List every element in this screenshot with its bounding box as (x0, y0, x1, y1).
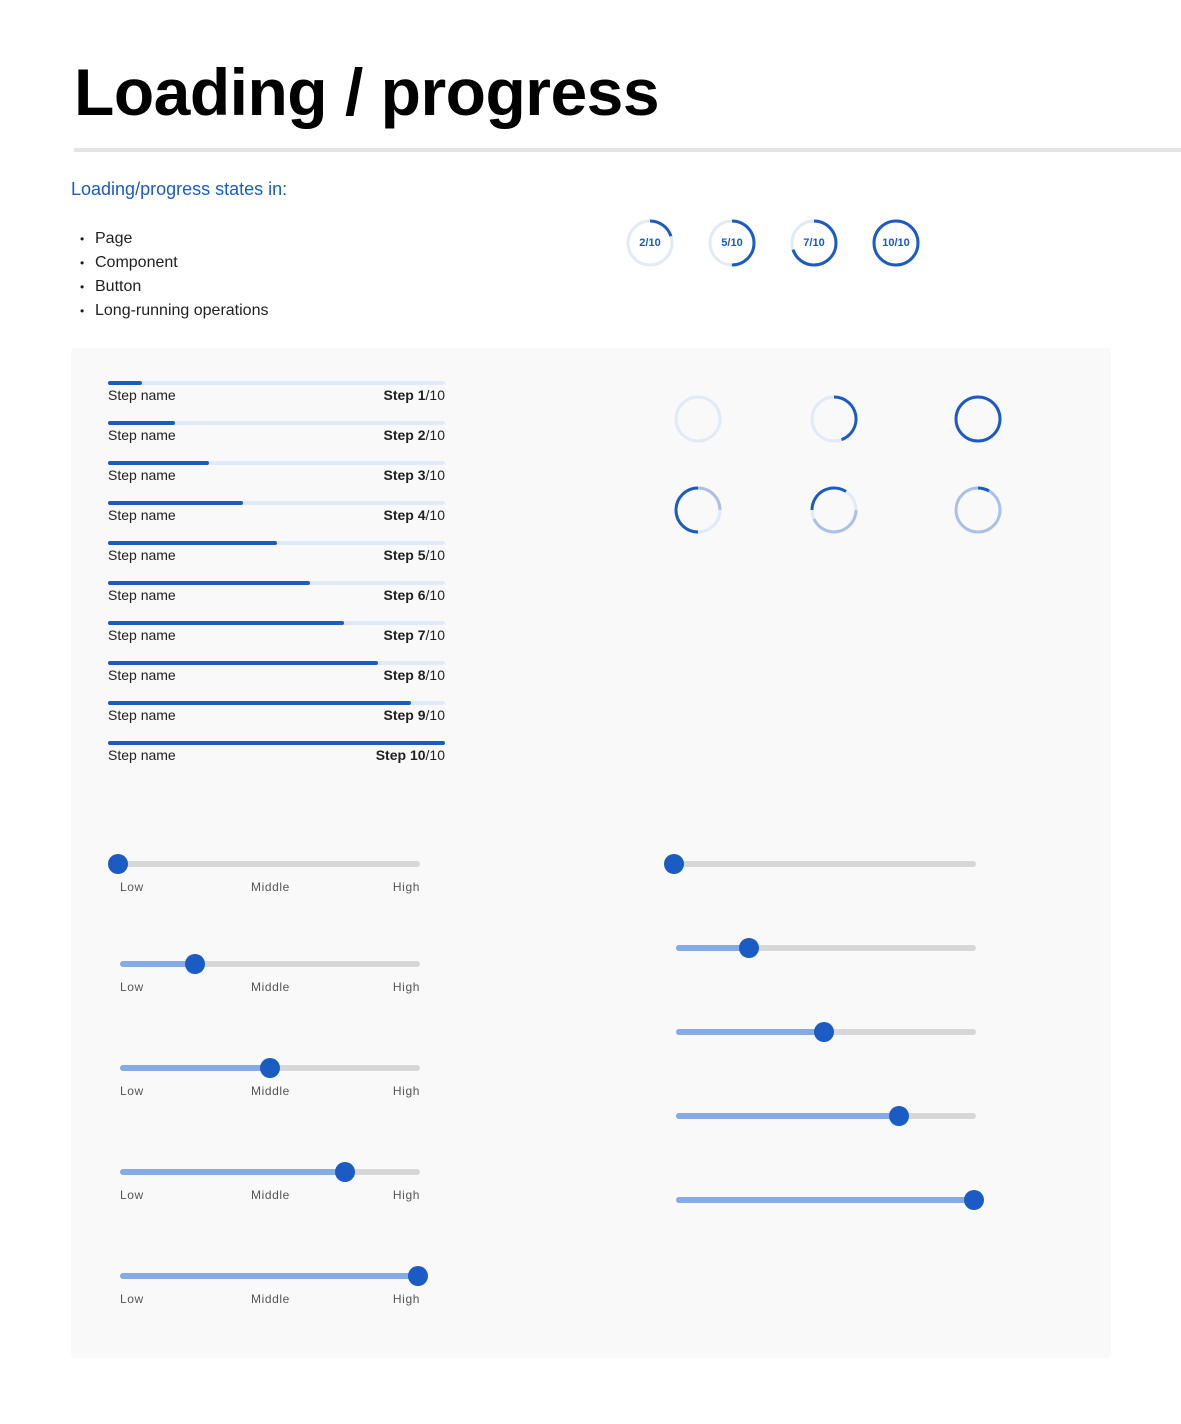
step-count-total: /10 (425, 627, 445, 643)
step-progress-5 (108, 541, 445, 567)
progress-ring-7-of-10 (789, 218, 839, 268)
slider-track[interactable] (120, 861, 420, 867)
slider-label-low: Low (120, 1292, 144, 1306)
progress-ring-label: 7/10 (803, 237, 825, 249)
step-progress-fill (108, 701, 411, 705)
slider-label-low: Low (120, 880, 144, 894)
step-name: Step name (108, 547, 176, 563)
step-progress-fill (108, 621, 344, 625)
step-name: Step name (108, 707, 176, 723)
slider-fill (120, 1169, 345, 1175)
slider-label-low: Low (120, 1084, 144, 1098)
slider-fill (676, 1029, 826, 1035)
slider-label-high: High (392, 1188, 420, 1202)
page-title: Loading / progress (74, 55, 660, 129)
slider-handle[interactable] (889, 1106, 909, 1126)
slider-label-high: High (392, 1292, 420, 1306)
spinner-indeterminate-icon (672, 484, 724, 536)
bullet-icon: • (80, 256, 85, 270)
bullet-item (80, 275, 268, 299)
progress-ring-5-of-10 (707, 218, 757, 268)
step-name: Step name (108, 467, 176, 483)
step-count-number: 7 (417, 627, 426, 643)
step-progress-2 (108, 421, 445, 447)
slider-label-low: Low (120, 1188, 144, 1202)
slider-handle[interactable] (108, 854, 128, 874)
slider-handle[interactable] (335, 1162, 355, 1182)
slider-handle[interactable] (739, 938, 759, 958)
step-count-number: 4 (417, 507, 426, 523)
step-name: Step name (108, 507, 176, 523)
step-count (384, 427, 446, 444)
range-slider[interactable] (676, 1021, 976, 1061)
step-count-total: /10 (425, 387, 445, 403)
spinner-indeterminate-icon (808, 484, 860, 536)
step-count-number: 6 (417, 587, 426, 603)
range-slider[interactable] (676, 1105, 976, 1145)
step-progress-3 (108, 461, 445, 487)
step-count-current: Step (383, 667, 414, 683)
slider-label-high: High (392, 1084, 420, 1098)
step-progress-fill (108, 541, 277, 545)
step-progress-fill (108, 661, 378, 665)
bullet-item (80, 227, 268, 251)
step-count (376, 747, 445, 764)
step-count-current: Step (383, 707, 414, 723)
step-count (384, 507, 446, 524)
bullet-icon: • (80, 280, 85, 294)
slider-handle[interactable] (964, 1190, 984, 1210)
range-slider-labeled[interactable] (120, 1265, 420, 1305)
slider-fill (120, 1273, 420, 1279)
slider-track[interactable] (676, 861, 976, 867)
slider-handle[interactable] (185, 954, 205, 974)
step-progress-fill (108, 741, 445, 745)
spinner-complete-icon (952, 393, 1004, 445)
slider-fill (120, 1065, 270, 1071)
slider-handle[interactable] (260, 1058, 280, 1078)
step-progress-fill (108, 381, 142, 385)
step-name: Step name (108, 427, 176, 443)
step-count-current: Step (375, 747, 407, 763)
step-progress-6 (108, 581, 445, 607)
step-count (384, 547, 446, 564)
step-count-total: /10 (425, 547, 445, 563)
slider-fill (120, 961, 195, 967)
bullet-icon: • (80, 232, 85, 246)
step-name: Step name (108, 627, 176, 643)
bullet-text: Button (95, 278, 142, 295)
step-count-current: Step (383, 627, 414, 643)
step-name: Step name (108, 387, 176, 403)
step-count-total: /10 (425, 587, 445, 603)
range-slider[interactable] (676, 1189, 976, 1229)
step-count-number: 10 (409, 747, 426, 763)
progress-ring-label: 5/10 (721, 237, 743, 249)
bullet-list (80, 227, 268, 323)
step-count (384, 707, 446, 724)
step-count-total: /10 (425, 507, 445, 523)
spinner-indeterminate-icon (952, 484, 1004, 536)
step-count-number: 3 (417, 467, 426, 483)
step-count-total: /10 (425, 667, 445, 683)
step-count-total: /10 (425, 427, 445, 443)
step-name: Step name (108, 667, 176, 683)
step-count-number: 5 (417, 547, 426, 563)
spinner-empty-icon (672, 393, 724, 445)
bullet-text: Long-running operations (95, 302, 269, 319)
bullet-item (80, 299, 268, 323)
range-slider[interactable] (676, 937, 976, 977)
range-slider-labeled[interactable] (120, 853, 420, 893)
step-count-number: 8 (417, 667, 426, 683)
slider-fill (676, 1113, 901, 1119)
step-progress-9 (108, 701, 445, 727)
step-progress-fill (108, 461, 209, 465)
progress-ring-label: 10/10 (882, 237, 910, 249)
progress-ring-2-of-10 (625, 218, 675, 268)
step-count-total: /10 (425, 467, 445, 483)
step-count-current: Step (383, 387, 414, 403)
step-count (384, 627, 446, 644)
slider-label-low: Low (120, 980, 144, 994)
step-count-number: 1 (417, 387, 426, 403)
slider-handle[interactable] (664, 854, 684, 874)
step-progress-8 (108, 661, 445, 687)
step-progress-fill (108, 421, 175, 425)
step-count-total: /10 (425, 707, 445, 723)
slider-label-middle: Middle (251, 1084, 290, 1098)
step-progress-10 (108, 741, 445, 767)
step-count-current: Step (383, 467, 414, 483)
step-progress-fill (108, 501, 243, 505)
bullet-text: Component (95, 254, 178, 271)
range-slider-labeled[interactable] (120, 1161, 420, 1201)
slider-handle[interactable] (814, 1022, 834, 1042)
step-progress-4 (108, 501, 445, 527)
slider-label-middle: Middle (251, 980, 290, 994)
step-count-current: Step (383, 547, 414, 563)
step-count-number: 2 (417, 427, 426, 443)
range-slider-labeled[interactable] (120, 1057, 420, 1097)
step-count (384, 587, 446, 604)
step-count (384, 387, 446, 404)
bullet-text: Page (95, 230, 133, 247)
step-progress-1 (108, 381, 445, 407)
range-slider[interactable] (676, 853, 976, 893)
step-count-current: Step (383, 427, 414, 443)
step-count-number: 9 (417, 707, 426, 723)
step-name: Step name (108, 587, 176, 603)
progress-ring-10-of-10 (871, 218, 921, 268)
range-slider-labeled[interactable] (120, 953, 420, 993)
step-count-current: Step (383, 587, 414, 603)
slider-label-middle: Middle (251, 1188, 290, 1202)
step-progress-7 (108, 621, 445, 647)
slider-label-high: High (392, 880, 420, 894)
slider-fill (676, 1197, 976, 1203)
step-progress-fill (108, 581, 310, 585)
slider-label-high: High (392, 980, 420, 994)
slider-handle[interactable] (408, 1266, 428, 1286)
section-subtitle: Loading/progress states in: (71, 179, 288, 199)
step-count (384, 467, 446, 484)
step-progress-track (108, 381, 445, 385)
slider-label-middle: Middle (251, 880, 290, 894)
title-divider (74, 148, 1181, 152)
progress-ring-label: 2/10 (639, 237, 661, 249)
step-name: Step name (108, 747, 176, 763)
bullet-item (80, 251, 268, 275)
step-count (384, 667, 446, 684)
slider-label-middle: Middle (251, 1292, 290, 1306)
step-count-total: /10 (425, 747, 445, 763)
spinner-partial-icon (808, 393, 860, 445)
bullet-icon: • (80, 304, 85, 318)
step-count-current: Step (383, 507, 414, 523)
